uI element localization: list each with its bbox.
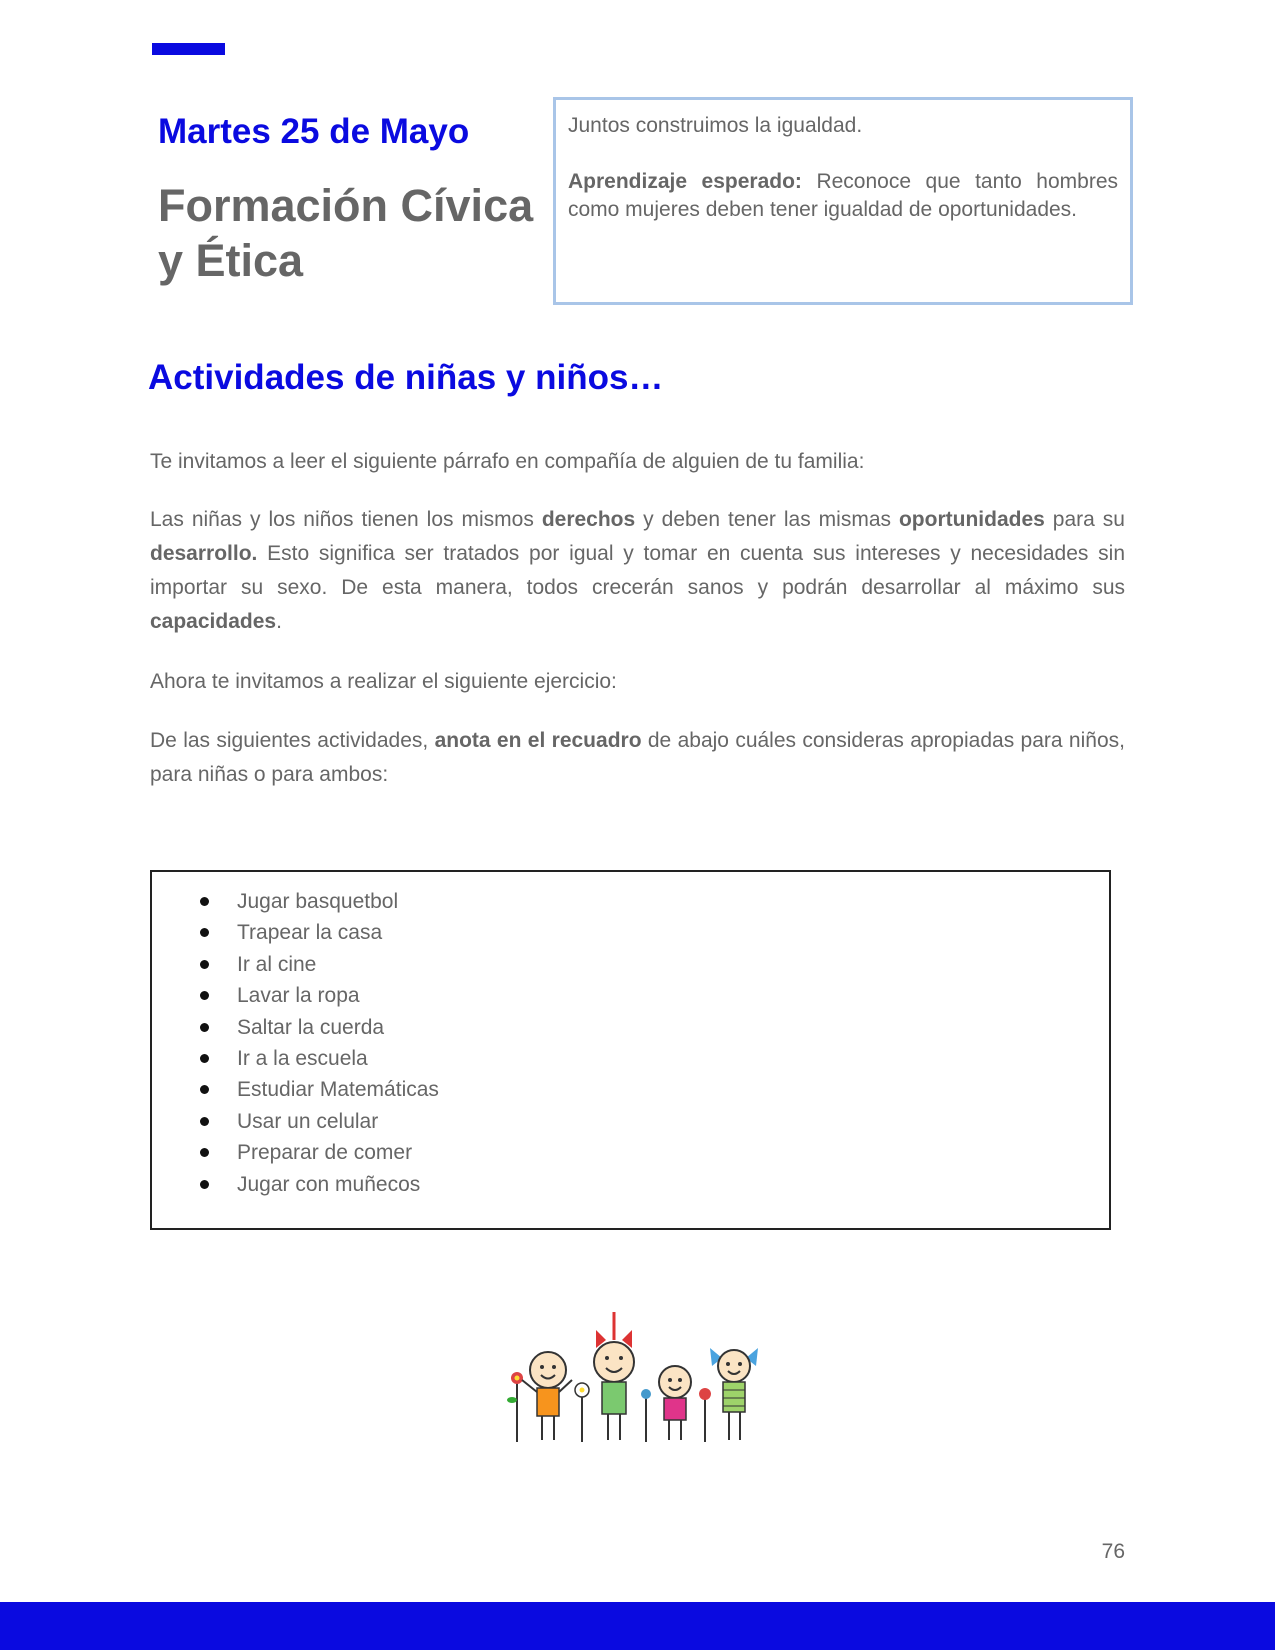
instruction-part: de abajo cuáles consideras apropiadas para niños, para niñas o para ambos:: [150, 729, 1125, 786]
bold-term: oportunidades: [898, 508, 1045, 531]
learning-label: Aprendizaje esperado:: [568, 170, 802, 193]
activity-label: Ir al cine: [237, 952, 317, 976]
activity-list: [152, 872, 1109, 1200]
bullet-icon: [200, 1117, 209, 1126]
paragraph-text: y deben tener las mismas: [635, 508, 899, 531]
bold-term: anota en el recuadro: [434, 729, 642, 752]
bullet-icon: [200, 1023, 209, 1032]
child-figure: [659, 1366, 691, 1440]
flower-icon: [641, 1389, 651, 1442]
bullet-icon: [200, 897, 209, 906]
child-figure: [594, 1312, 634, 1440]
page-number: 76: [1101, 1540, 1125, 1563]
learning-objective: [568, 168, 1118, 224]
child-figure: [522, 1352, 572, 1440]
bold-term: derechos: [541, 508, 636, 531]
intro-text: Te invitamos a leer el siguiente párrafo en compañía de alguien de tu familia:: [150, 450, 865, 473]
bullet-icon: [200, 1085, 209, 1094]
section-title: Actividades de niñas y niños…: [148, 358, 664, 397]
bullet-icon: [200, 1148, 209, 1157]
list-item: [152, 886, 1109, 917]
list-item: [152, 1106, 1109, 1137]
activity-label: Usar un celular: [237, 1109, 379, 1133]
activity-label: Preparar de comer: [237, 1141, 413, 1165]
main-paragraph: [150, 503, 1125, 639]
list-item: [152, 917, 1109, 948]
list-item: [152, 1137, 1109, 1168]
activity-label: Lavar la ropa: [237, 984, 360, 1008]
learning-text: Reconoce que tanto hombres como mujeres deben tener igualdad de oportunidades.: [568, 170, 1118, 221]
bullet-icon: [200, 1180, 209, 1189]
flower-icon: [507, 1372, 523, 1442]
activity-list-box: [150, 870, 1111, 1230]
activity-label: Ir a la escuela: [237, 1047, 368, 1071]
topic-text: Juntos construimos la igualdad.: [568, 114, 863, 137]
bullet-icon: [200, 991, 209, 1000]
activity-label: Estudiar Matemáticas: [237, 1078, 439, 1102]
date-heading: Martes 25 de Mayo: [158, 112, 470, 151]
flower-icon: [575, 1383, 589, 1442]
list-item: [152, 1043, 1109, 1074]
bullet-icon: [200, 928, 209, 937]
instruction-part: De las siguientes actividades,: [150, 729, 435, 752]
paragraph-text: para su: [1044, 508, 1125, 531]
bold-term: capacidades: [150, 610, 277, 633]
exercise-intro: Ahora te invitamos a realizar el siguiente ejercicio:: [150, 670, 617, 693]
bullet-icon: [200, 960, 209, 969]
activity-label: Jugar con muñecos: [237, 1172, 421, 1196]
bottom-accent-bar: [0, 1602, 1275, 1650]
activity-label: Jugar basquetbol: [237, 890, 399, 913]
flower-icon: [699, 1388, 711, 1442]
list-item: [152, 980, 1109, 1011]
top-accent-bar: [152, 43, 225, 55]
paragraph-text: Esto significa ser tratados por igual y tomar en cuenta sus intereses y necesidades sin importar su sexo. De esta manera, todos crecerán sanos y podrán desarrollar al máximo sus: [150, 542, 1125, 599]
list-item: [152, 1169, 1109, 1200]
child-figure: [710, 1348, 758, 1440]
learning-info-box: [553, 97, 1133, 305]
children-illustration: [500, 1300, 790, 1450]
activity-label: Trapear la casa: [237, 921, 383, 945]
list-item: [152, 1012, 1109, 1043]
paragraph-text: .: [276, 610, 282, 633]
bold-term: desarrollo.: [150, 542, 258, 565]
list-item: [152, 1074, 1109, 1105]
list-item: [152, 949, 1109, 980]
instruction-text: [150, 724, 1125, 792]
subject-title: Formación Cívica y Ética: [158, 180, 534, 286]
paragraph-text: Las niñas y los niños tienen los mismos: [150, 508, 542, 531]
activity-label: Saltar la cuerda: [237, 1015, 385, 1039]
bullet-icon: [200, 1054, 209, 1063]
